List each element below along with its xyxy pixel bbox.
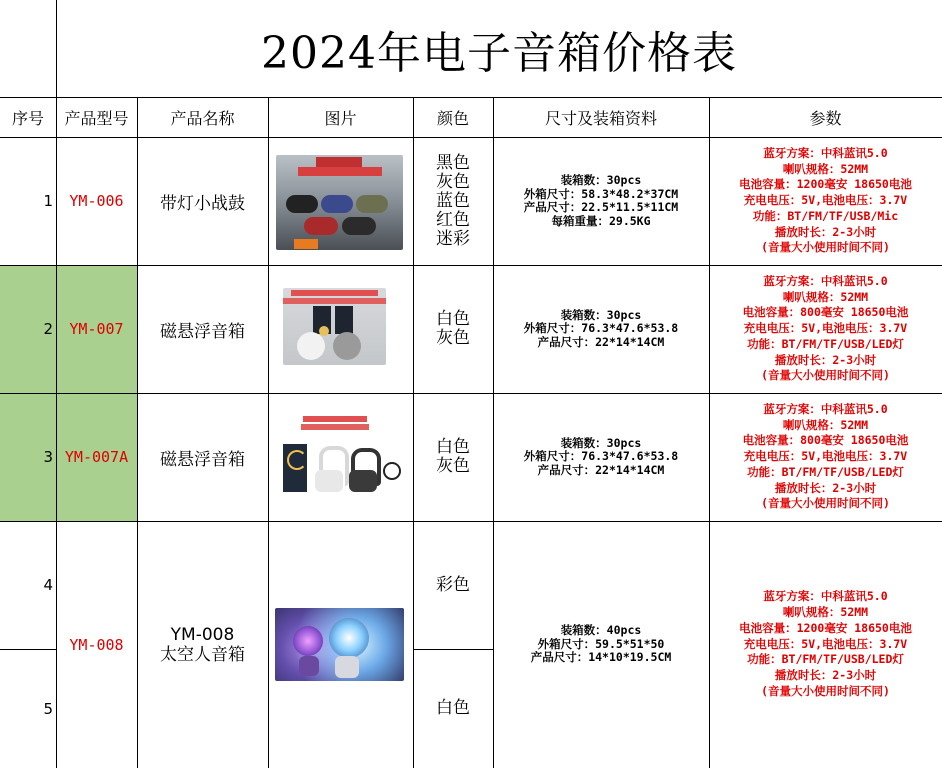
header-name: 产品名称 — [170, 108, 235, 128]
header-image: 图片 — [324, 108, 357, 128]
row1-spec-1: 装箱数：30pcs — [560, 173, 642, 187]
row1-color-5: 迷彩 — [436, 228, 470, 249]
row4-index: 4 — [43, 576, 53, 594]
row1-spec-4: 每箱重量：29.5KG — [551, 213, 651, 228]
grid-hline — [0, 393, 942, 394]
row2-color-2: 灰色 — [436, 328, 470, 348]
row3-param-5: 功能：BT/FM/TF/USB/LED灯 — [747, 464, 904, 479]
row2-param-6: 播放时长：2-3小时 — [774, 352, 877, 367]
row1-param-5: 功能：BT/FM/TF/USB/Mic — [752, 208, 899, 223]
row1-name: 带灯小战鼓 — [160, 193, 245, 214]
grid-hline — [0, 265, 942, 266]
row4-param-5: 功能：BT/FM/TF/USB/LED灯 — [747, 652, 904, 667]
row1-param-1: 蓝牙方案：中科蓝讯5.0 — [763, 145, 888, 160]
sheet-title: 2024年电子音箱价格表 — [261, 27, 737, 79]
row4-param-6: 播放时长：2-3小时 — [774, 668, 877, 683]
row2-spec — [493, 265, 709, 393]
row3-param-4: 充电电压：5V,电池电压：3.7V — [743, 449, 908, 464]
row3-param-6: 播放时长：2-3小时 — [774, 480, 877, 495]
row2-name: 磁悬浮音箱 — [160, 321, 245, 342]
row3-product-image — [279, 414, 407, 498]
row4-name-title: 太空人音箱 — [160, 644, 245, 665]
grid-vline — [56, 0, 57, 768]
grid-hline — [0, 521, 942, 522]
row4-spec — [493, 521, 709, 768]
row1-param-7: (音量大小使用时间不同) — [761, 240, 890, 255]
row3-model: YM-007A — [64, 448, 129, 466]
row4-name — [137, 521, 268, 768]
row4-param-1: 蓝牙方案：中科蓝讯5.0 — [763, 589, 888, 604]
row2-param-5: 功能：BT/FM/TF/USB/LED灯 — [747, 336, 904, 351]
row1-model: YM-006 — [69, 192, 124, 210]
row4-param-2: 喇叭规格：52MM — [782, 605, 869, 619]
header-size: 尺寸及装箱资料 — [544, 108, 657, 128]
grid-vline — [493, 97, 494, 768]
row2-param-3: 电池容量：800毫安 18650电池 — [742, 305, 909, 320]
grid-vline — [137, 97, 138, 768]
row1-product-image — [276, 155, 403, 250]
row2-param-4: 充电电压：5V,电池电压：3.7V — [743, 321, 908, 336]
grid-vline — [268, 97, 269, 768]
row1-color-2: 灰色 — [436, 171, 470, 192]
row3-param-1: 蓝牙方案：中科蓝讯5.0 — [763, 401, 888, 416]
row3-params — [709, 393, 942, 521]
grid-hline — [0, 649, 56, 650]
row1-param-2: 喇叭规格：52MM — [782, 161, 869, 176]
row3-spec-2: 外箱尺寸：76.3*47.6*53.8 — [523, 449, 679, 464]
row3-spec-3: 产品尺寸：22*14*14CM — [537, 462, 665, 477]
row4-spec-2: 外箱尺寸：59.5*51*50 — [537, 636, 665, 651]
row3-color-2: 灰色 — [436, 456, 470, 476]
row4-spec-1: 装箱数：40pcs — [560, 623, 642, 638]
row4-spec-3: 产品尺寸：14*10*19.5CM — [530, 650, 672, 665]
grid-vline — [709, 97, 710, 768]
row4-param-7: (音量大小使用时间不同) — [761, 683, 890, 698]
row1-param-6: 播放时长：2-3小时 — [774, 224, 877, 239]
row3-color-1: 白色 — [436, 437, 470, 457]
row1-spec-3: 产品尺寸：22.5*11.5*11CM — [523, 200, 679, 214]
row4-name-model: YM-008 — [170, 624, 235, 645]
row3-param-7: (音量大小使用时间不同) — [761, 496, 890, 511]
row4-param-3: 电池容量：1200毫安 18650电池 — [739, 620, 912, 635]
row1-color-3: 蓝色 — [436, 190, 470, 211]
row3-colors — [413, 393, 493, 521]
row3-param-3: 电池容量：800毫安 18650电池 — [742, 433, 909, 448]
grid-vline — [413, 97, 414, 768]
row2-product-image — [283, 288, 386, 365]
row3-index: 3 — [43, 448, 53, 466]
row2-param-2: 喇叭规格：52MM — [782, 289, 869, 304]
row2-index: 2 — [43, 320, 53, 338]
header-color: 颜色 — [436, 108, 469, 128]
row3-spec — [493, 393, 709, 521]
row2-model: YM-007 — [69, 320, 124, 338]
grid-hline — [0, 97, 942, 98]
row1-index: 1 — [43, 192, 53, 210]
row4-params — [709, 521, 942, 768]
row2-color-1: 白色 — [436, 309, 470, 329]
row4-model: YM-008 — [69, 635, 124, 654]
row1-color-1: 黑色 — [436, 152, 470, 173]
row1-param-3: 电池容量：1200毫安 18650电池 — [739, 177, 912, 192]
row2-colors — [413, 265, 493, 393]
grid-hline — [413, 649, 493, 650]
grid-hline — [0, 137, 942, 138]
row3-spec-1: 装箱数：30pcs — [560, 435, 642, 450]
row2-param-7: (音量大小使用时间不同) — [761, 368, 890, 383]
row2-spec-2: 外箱尺寸：76.3*47.6*53.8 — [523, 321, 679, 336]
row4-product-image — [275, 608, 404, 681]
header-params: 参数 — [809, 108, 842, 128]
row2-params — [709, 265, 942, 393]
row3-param-2: 喇叭规格：52MM — [782, 417, 869, 432]
row4-color: 彩色 — [436, 574, 470, 595]
row4-param-4: 充电电压：5V,电池电压：3.7V — [743, 636, 908, 651]
row3-name: 磁悬浮音箱 — [160, 449, 245, 470]
header-model: 产品型号 — [64, 108, 129, 128]
row1-params — [709, 137, 942, 265]
row2-param-1: 蓝牙方案：中科蓝讯5.0 — [763, 273, 888, 288]
row1-color-4: 红色 — [436, 209, 470, 230]
header-index: 序号 — [11, 108, 44, 128]
row1-spec-2: 外箱尺寸：58.3*48.2*37CM — [523, 186, 679, 201]
row2-spec-3: 产品尺寸：22*14*14CM — [537, 334, 665, 349]
row2-spec-1: 装箱数：30pcs — [560, 307, 642, 322]
row1-colors — [413, 137, 493, 265]
row5-index: 5 — [43, 699, 53, 718]
row1-spec — [493, 137, 709, 265]
row1-param-4: 充电电压：5V,电池电压：3.7V — [743, 193, 908, 208]
row5-color: 白色 — [436, 698, 470, 718]
